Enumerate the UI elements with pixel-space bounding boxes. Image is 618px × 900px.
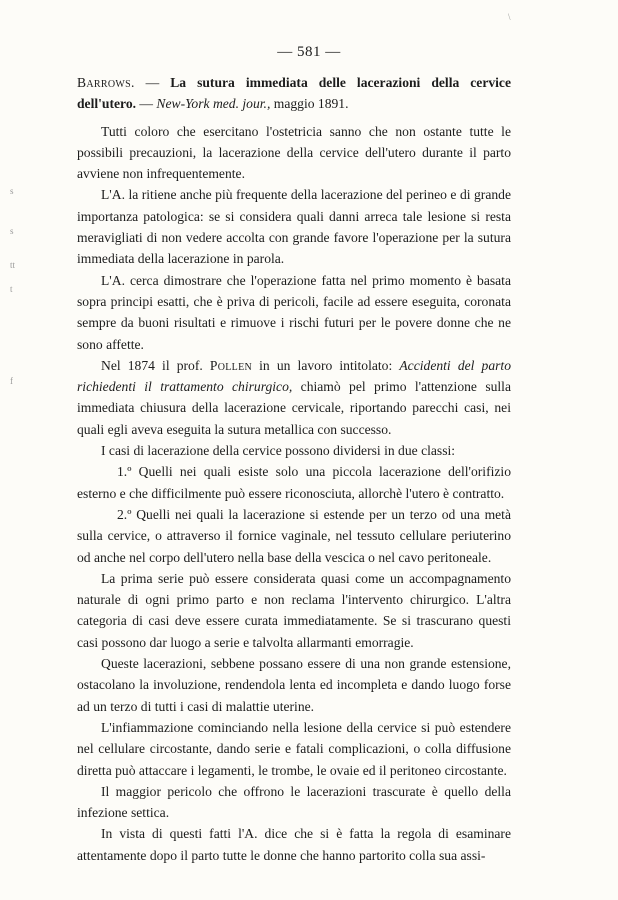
paragraph: La prima serie può essere considerata quasi come un accompagnamento naturale di ogni primo parto e non reclama l'intervento chirurgico. L'altra categoria di casi deve essere curata immediatamente. Se si trascurano questi casi possono dar luogo a serie e talvolta allarmanti emorragie. — [77, 570, 511, 650]
paragraph: Il maggior pericolo che offrono le lacerazioni trascurate è quello della infezione settica. — [77, 783, 511, 821]
cited-author: Pollen — [209, 357, 253, 373]
list-item: 2.º Quelli nei quali la lacerazione si estende per un terzo od una metà sulla cervice, o attraverso il fornice vaginale, nel tessuto cellulare periuterino od anche nel corpo dell'utero nella base della vescica o nel cavo peritoneale. — [77, 506, 511, 565]
article-title: La sutura immediata delle lacerazioni della cervice dell'utero. — [77, 75, 511, 112]
paragraph: I casi di lacerazione della cervice possono dividersi in due classi: — [101, 443, 456, 459]
heading-dash-2: — — [136, 96, 157, 112]
paragraph-text: chiamò pel primo l'attenzione sulla immediata chiusura della lacerazione cervicale, riportando parecchi casi, nei quali egli aveva eseguita la sutura metallica con successo. — [77, 379, 511, 437]
cited-work-title: Accidenti del parto richiedenti il trattamento chirurgico, — [77, 357, 511, 395]
paragraph: L'A. cerca dimostrare che l'operazione fatta nel primo momento è basata sopra principi esatti, che è priva di pericoli, facile ad essere eseguita, coronata sempre da buoni risultati e rimuove i rischi futuri per le povere donne che ne sono affette. — [77, 272, 511, 352]
publication-date: maggio 1891. — [270, 96, 349, 112]
paragraph: L'A. la ritiene anche più frequente della lacerazione del perineo e di grande importanza patologica: se si considera quali danni arreca tale lesione si resta meravigliati di non vedere accolta con grande favore l'operazione per la sutura immediata della lacerazione in parola. — [77, 187, 511, 267]
paragraph: Queste lacerazioni, sebbene possano essere di una non grande estensione, ostacolano la involuzione, rendendola lenta ed incompleta e dando luogo forse ad un terzo di tutti i casi di malattie uterine. — [77, 656, 511, 714]
heading-dash: — — [134, 75, 171, 90]
margin-mark: tt — [10, 260, 16, 270]
paragraph: Tutti coloro che esercitano l'ostetricia sanno che non ostante tutte le possibili precauzioni, la lacerazione della cervice dell'utero durante il parto avviene non infrequentemente. — [77, 123, 511, 182]
author-name: Barrows. — [77, 75, 135, 90]
margin-mark: t — [10, 284, 13, 294]
margin-mark: s — [10, 226, 14, 236]
article-heading — [77, 72, 511, 115]
margin-mark: \ — [508, 12, 511, 22]
paragraph: In vista di questi fatti l'A. dice che si è fatta la regola di esaminare attentamente dopo il parto tutte le donne che hanno partorito colla sua assi- — [77, 826, 511, 863]
paragraph-text: Nel 1874 il prof. — [101, 357, 210, 373]
paragraph — [77, 355, 511, 440]
paragraph-text: in un lavoro intitolato: — [252, 357, 400, 373]
article-body — [77, 72, 511, 866]
journal-name: New-York med. jour., — [156, 96, 271, 112]
list-item: 1.º Quelli nei quali esiste solo una piccola lacerazione dell'orifizio esterno e che difficilmente può essere riconosciuta, allorchè l'utero è contratto. — [77, 464, 511, 501]
paragraph: L'infiammazione cominciando nella lesione della cervice si può estendere nel cellulare circostante, dando serie e fatali complicazioni, o colla diffusione diretta può attaccare i legamenti, le trombe, le ovaie ed il peritoneo circostante. — [77, 719, 511, 778]
page-number: — 581 — — [277, 44, 341, 60]
margin-mark: f — [10, 376, 13, 386]
margin-mark: s — [10, 186, 14, 196]
